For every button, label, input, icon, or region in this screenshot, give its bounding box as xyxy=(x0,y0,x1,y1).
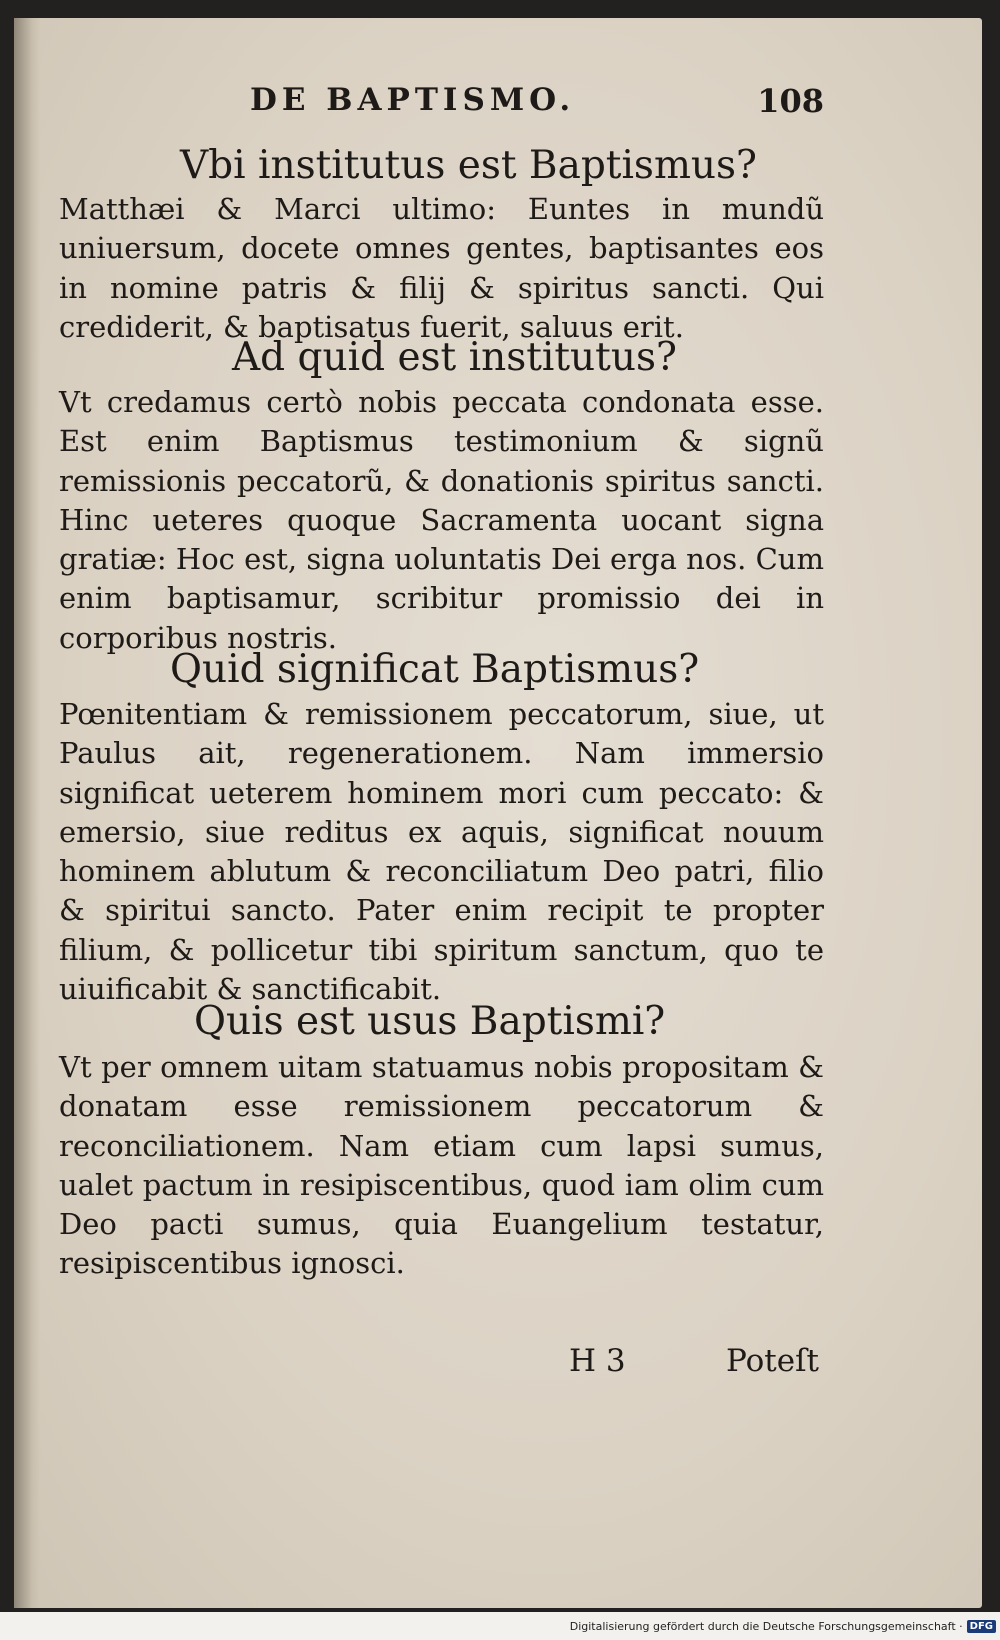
section-body: Vt per omnem uitam statuamus nobis propositam & donatam esse remissionem peccatorum & reconciliationem. Nam etiam cum lapsi sumus, ualet pactum in resipiscentibus, quod iam olim cum Deo pacti sumus, quia Euangelium testatur, resipiscentibus ignosci. xyxy=(59,1050,824,1281)
dfg-logo: DFG xyxy=(967,1620,996,1633)
signature-mark: H 3 xyxy=(569,1343,626,1379)
book-page xyxy=(14,18,982,1608)
section-heading: Vbi institutus est Baptismus? xyxy=(180,143,757,188)
section-body: Vt credamus certò nobis peccata condonata esse. Est enim Baptismus testimonium & signũ remissionis peccatorũ, & donationis spiritus sancti. Hinc ueteres quoque Sacramenta uocant signa gratiæ: Hoc est, signa uoluntatis Dei erga nos. Cum enim baptisamur, scribitur promissio dei in corporibus nostris. xyxy=(59,385,824,655)
page-footer xyxy=(44,1343,824,1383)
page-number: 108 xyxy=(757,82,824,120)
section-heading: Ad quid est institutus? xyxy=(232,335,677,380)
page-header xyxy=(250,82,824,128)
running-title: DE BAPTISMO. xyxy=(250,82,576,118)
section-heading: Quid significat Baptismus? xyxy=(170,647,700,692)
section-body: Matthæi & Marci ultimo: Euntes in mundũ uniuersum, docete omnes gentes, baptisantes eos in nomine patris & filij & spiritus sancti. Qui crediderit, & baptisatus fuerit, saluus erit. xyxy=(59,192,824,344)
digitization-credit xyxy=(570,1616,996,1636)
catchword: Poteſt xyxy=(726,1343,819,1379)
section-body: Pœnitentiam & remissionem peccatorum, siue, ut Paulus ait, regenerationem. Nam immersio significat ueterem hominem mori cum peccato: & emersio, siue reditus ex aquis, significat nouum hominem ablutum & reconciliatum Deo patri, filio & spiritui sancto. Pater enim recipit te propter filium, & pollicetur tibi spiritum sanctum, quo te uiuificabit & sanctificabit. xyxy=(59,697,824,1007)
credit-text: Digitalisierung gefördert durch die Deutsche Forschungsgemeinschaft · xyxy=(569,1619,963,1633)
page-gutter-shadow xyxy=(14,18,40,1608)
section-heading: Quis est usus Baptismi? xyxy=(194,999,666,1044)
